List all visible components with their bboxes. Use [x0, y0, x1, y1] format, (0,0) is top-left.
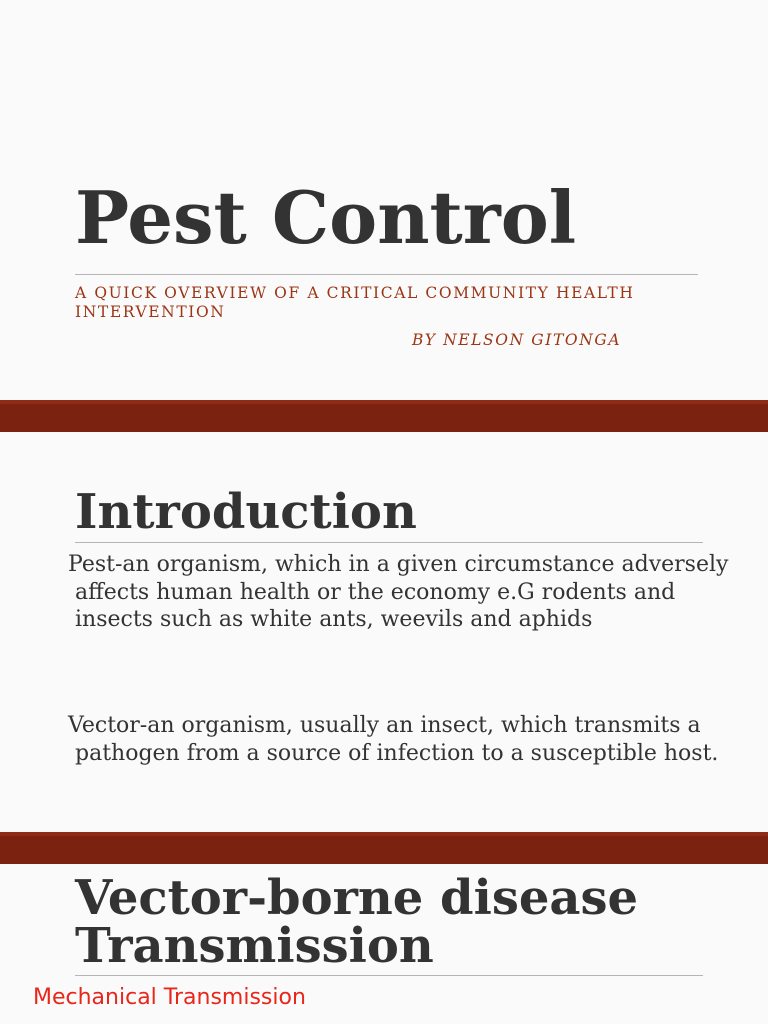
transmission-underline	[75, 975, 703, 976]
vector-definition: Vector-an organism, usually an insect, which transmits a pathogen from a source of infection to a susceptible host.	[68, 713, 719, 766]
introduction-underline	[75, 542, 703, 543]
mechanical-transmission-label: Mechanical Transmission	[33, 985, 306, 1010]
title-underline	[75, 274, 698, 275]
pest-definition: Pest-an organism, which in a given circumstance adversely affects human health or the economy e.G rodents and insects such as white ants, weevils and aphids	[68, 552, 729, 632]
author-byline: BY NELSON GITONGA	[412, 331, 622, 349]
presentation-title: Pest Control	[75, 175, 577, 260]
title-slide	[0, 0, 768, 400]
slide-divider	[0, 832, 768, 864]
slide-divider	[0, 400, 768, 432]
presentation-subtitle: A QUICK OVERVIEW OF A CRITICAL COMMUNITY HEALTH INTERVENTION	[75, 284, 635, 321]
transmission-heading: Vector-borne disease Transmission	[75, 870, 639, 974]
introduction-heading: Introduction	[75, 484, 417, 540]
